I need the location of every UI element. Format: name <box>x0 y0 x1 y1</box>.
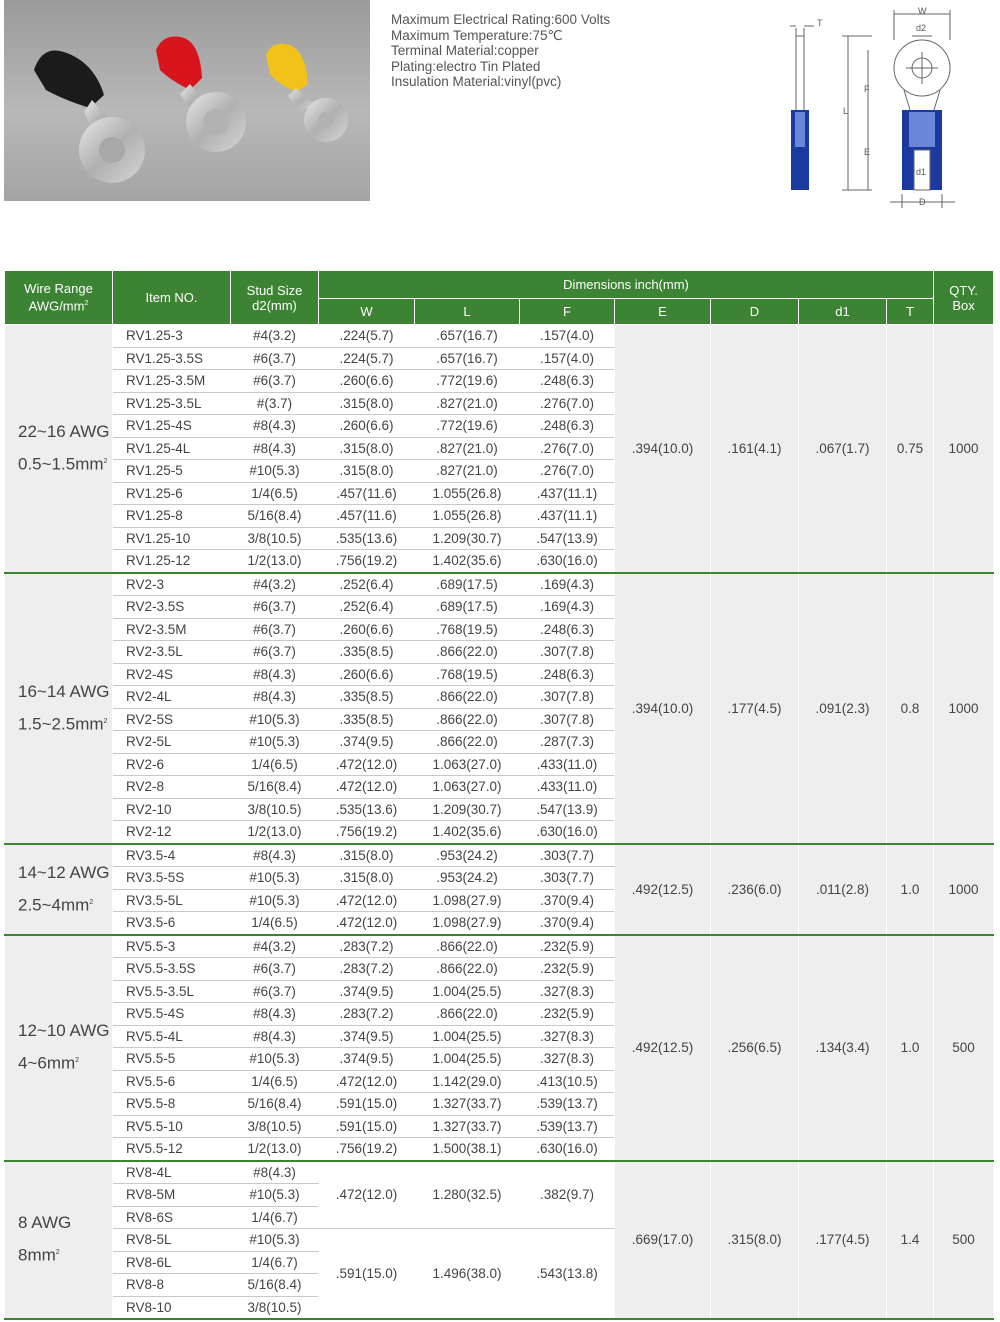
stud-size-cell: 1/4(6.7) <box>231 1251 319 1274</box>
item-no-cell: RV1.25-4L <box>113 437 231 460</box>
item-no-cell: RV2-3 <box>113 573 231 596</box>
w-cell: .472(12.0) <box>319 753 415 776</box>
stud-size-cell: #8(4.3) <box>231 844 319 867</box>
w-cell: .260(6.6) <box>319 370 415 393</box>
stud-size-cell: #6(3.7) <box>231 370 319 393</box>
label-f: F <box>864 84 870 94</box>
w-cell: .591(15.0) <box>319 1229 415 1320</box>
header-d1: d1 <box>799 299 887 325</box>
f-cell: .248(6.3) <box>520 415 615 438</box>
l-cell: .866(22.0) <box>415 731 520 754</box>
stud-size-cell: #10(5.3) <box>231 1184 319 1207</box>
f-cell: .630(16.0) <box>520 1138 615 1161</box>
w-cell: .335(8.5) <box>319 708 415 731</box>
specifications <box>391 12 610 90</box>
item-no-cell: RV8-5L <box>113 1229 231 1252</box>
item-no-cell: RV8-10 <box>113 1296 231 1319</box>
stud-size-cell: #4(3.2) <box>231 325 319 348</box>
header-l: L <box>415 299 520 325</box>
item-no-cell: RV1.25-6 <box>113 482 231 505</box>
f-cell: .169(4.3) <box>520 573 615 596</box>
l-cell: .866(22.0) <box>415 686 520 709</box>
f-cell: .370(9.4) <box>520 912 615 935</box>
wire-range-cell: 8 AWG $8mm^2$ <box>5 1161 113 1320</box>
qty-cell: 1000 <box>934 573 994 844</box>
w-cell: .335(8.5) <box>319 686 415 709</box>
awg-text: 14~12 AWG <box>18 862 110 882</box>
header-f: F <box>520 299 615 325</box>
l-cell: .657(16.7) <box>415 325 520 348</box>
w-cell: .260(6.6) <box>319 663 415 686</box>
stud-size-cell: #8(4.3) <box>231 415 319 438</box>
f-cell: .413(10.5) <box>520 1070 615 1093</box>
l-cell: .827(21.0) <box>415 460 520 483</box>
f-cell: .327(8.3) <box>520 1025 615 1048</box>
item-no-cell: RV5.5-12 <box>113 1138 231 1161</box>
w-cell: .315(8.0) <box>319 844 415 867</box>
w-cell: .283(7.2) <box>319 958 415 981</box>
f-cell: .232(5.9) <box>520 935 615 958</box>
f-cell: .303(7.7) <box>520 844 615 867</box>
stud-size-cell: #10(5.3) <box>231 460 319 483</box>
l-cell: .827(21.0) <box>415 392 520 415</box>
f-cell: .307(7.8) <box>520 686 615 709</box>
f-cell: .539(13.7) <box>520 1115 615 1138</box>
stud-size-cell: 1/4(6.5) <box>231 482 319 505</box>
header-t: T <box>887 299 934 325</box>
w-cell: .224(5.7) <box>319 347 415 370</box>
f-cell: .437(11.1) <box>520 482 615 505</box>
l-cell: .689(17.5) <box>415 596 520 619</box>
w-cell: .472(12.0) <box>319 1161 415 1229</box>
w-cell: .457(11.6) <box>319 505 415 528</box>
l-cell: .772(19.6) <box>415 415 520 438</box>
f-cell: .169(4.3) <box>520 596 615 619</box>
l-cell: 1.500(38.1) <box>415 1138 520 1161</box>
table-row <box>5 325 994 348</box>
item-no-cell: RV2-5S <box>113 708 231 731</box>
w-cell: .591(15.0) <box>319 1093 415 1116</box>
item-no-cell: RV5.5-4L <box>113 1025 231 1048</box>
stud-size-cell: #4(3.2) <box>231 573 319 596</box>
stud-size-cell: #8(4.3) <box>231 686 319 709</box>
w-cell: .374(9.5) <box>319 731 415 754</box>
f-cell: .232(5.9) <box>520 958 615 981</box>
f-cell: .437(11.1) <box>520 505 615 528</box>
header-stud-size <box>231 271 319 325</box>
w-cell: .472(12.0) <box>319 776 415 799</box>
item-no-cell: RV5.5-6 <box>113 1070 231 1093</box>
table-row <box>5 935 994 958</box>
w-cell: .374(9.5) <box>319 1048 415 1071</box>
spec-insulation: Insulation Material:vinyl(pvc) <box>391 74 562 90</box>
w-cell: .457(11.6) <box>319 482 415 505</box>
l-cell: .827(21.0) <box>415 437 520 460</box>
t-cell: 1.0 <box>887 844 934 935</box>
mm-text: 4~6mm <box>18 1053 76 1073</box>
stud-size-cell: #6(3.7) <box>231 641 319 664</box>
wire-range-cell: 22~16 AWG $0.5\sim 1.5mm^2$ <box>5 325 113 573</box>
stud-size-cell: #(3.7) <box>231 392 319 415</box>
item-no-cell: RV8-4L <box>113 1161 231 1184</box>
item-no-cell: RV8-8 <box>113 1274 231 1297</box>
stud-size-cell: #10(5.3) <box>231 1048 319 1071</box>
header-wire-range: Wire Range AWG/$mm^2$ <box>5 271 113 325</box>
d-cell: .256(6.5) <box>711 935 799 1161</box>
awg-text: 12~10 AWG <box>18 1021 110 1041</box>
l-cell: .768(19.5) <box>415 663 520 686</box>
product-photo <box>4 0 370 201</box>
stud-size-cell: #10(5.3) <box>231 731 319 754</box>
stud-size-cell: 5/16(8.4) <box>231 1274 319 1297</box>
l-cell: 1.280(32.5) <box>415 1161 520 1229</box>
f-cell: .547(13.9) <box>520 527 615 550</box>
w-cell: .335(8.5) <box>319 641 415 664</box>
w-cell: .591(15.0) <box>319 1115 415 1138</box>
l-cell: 1.402(35.6) <box>415 821 520 844</box>
awg-text: 8 AWG <box>18 1213 72 1233</box>
item-no-cell: RV3.5-5S <box>113 867 231 890</box>
f-cell: .547(13.9) <box>520 798 615 821</box>
f-cell: .543(13.8) <box>520 1229 615 1320</box>
t-cell: 0.75 <box>887 325 934 573</box>
item-no-cell: RV1.25-12 <box>113 550 231 573</box>
l-cell: 1.327(33.7) <box>415 1115 520 1138</box>
stud-size-cell: #6(3.7) <box>231 618 319 641</box>
w-cell: .374(9.5) <box>319 1025 415 1048</box>
f-cell: .327(8.3) <box>520 980 615 1003</box>
stud-size-cell: 3/8(10.5) <box>231 798 319 821</box>
spec-rating: Maximum Electrical Rating:600 Volts <box>391 12 611 27</box>
item-no-cell: RV3.5-5L <box>113 889 231 912</box>
f-cell: .287(7.3) <box>520 731 615 754</box>
wire-range-cell: 16~14 AWG $1.5\sim 2.5mm^2$ <box>5 573 113 844</box>
l-cell: 1.063(27.0) <box>415 776 520 799</box>
table-row <box>5 844 994 867</box>
w-cell: .260(6.6) <box>319 618 415 641</box>
item-no-cell: RV2-12 <box>113 821 231 844</box>
label-e: E <box>864 147 871 157</box>
l-cell: 1.063(27.0) <box>415 753 520 776</box>
stud-size-cell: #6(3.7) <box>231 958 319 981</box>
f-cell: .276(7.0) <box>520 437 615 460</box>
t-cell: 0.8 <box>887 573 934 844</box>
f-cell: .433(11.0) <box>520 776 615 799</box>
f-cell: .157(4.0) <box>520 347 615 370</box>
qty-cell: 1000 <box>934 325 994 573</box>
header-d: D <box>711 299 799 325</box>
l-cell: .657(16.7) <box>415 347 520 370</box>
mm-text: 2.5~4mm <box>18 895 90 915</box>
stud-size-cell: #6(3.7) <box>231 347 319 370</box>
header-qty <box>934 271 994 325</box>
w-cell: .283(7.2) <box>319 1003 415 1026</box>
w-cell: .252(6.4) <box>319 596 415 619</box>
e-cell: .394(10.0) <box>615 573 711 844</box>
item-no-cell: RV8-6S <box>113 1206 231 1229</box>
stud-size-cell: 1/4(6.5) <box>231 753 319 776</box>
l-cell: .866(22.0) <box>415 958 520 981</box>
e-cell: .394(10.0) <box>615 325 711 573</box>
label-l: L <box>843 106 849 116</box>
d1-cell: .134(3.4) <box>799 935 887 1161</box>
header-stud-unit-text: d2(mm) <box>252 297 297 313</box>
t-cell: 1.4 <box>887 1161 934 1320</box>
stud-size-cell: #10(5.3) <box>231 708 319 731</box>
spec-plating: Plating:electro Tin Plated <box>391 58 541 74</box>
d-cell: .177(4.5) <box>711 573 799 844</box>
f-cell: .539(13.7) <box>520 1093 615 1116</box>
w-cell: .756(19.2) <box>319 550 415 573</box>
f-cell: .276(7.0) <box>520 392 615 415</box>
w-cell: .472(12.0) <box>319 1070 415 1093</box>
stud-size-cell: 3/8(10.5) <box>231 527 319 550</box>
w-cell: .315(8.0) <box>319 867 415 890</box>
label-d: D <box>919 197 926 207</box>
d1-cell: .011(2.8) <box>799 844 887 935</box>
header-w: W <box>319 299 415 325</box>
w-cell: .374(9.5) <box>319 980 415 1003</box>
header-box-text: Box <box>952 297 975 313</box>
l-cell: .772(19.6) <box>415 370 520 393</box>
l-cell: 1.055(26.8) <box>415 482 520 505</box>
l-cell: .689(17.5) <box>415 573 520 596</box>
stud-size-cell: #8(4.3) <box>231 663 319 686</box>
w-cell: .224(5.7) <box>319 325 415 348</box>
l-cell: .866(22.0) <box>415 708 520 731</box>
l-cell: 1.402(35.6) <box>415 550 520 573</box>
item-no-cell: RV1.25-10 <box>113 527 231 550</box>
header-qty-text: QTY. <box>949 282 978 298</box>
stud-size-cell: #10(5.3) <box>231 1229 319 1252</box>
l-cell: 1.004(25.5) <box>415 1048 520 1071</box>
item-no-cell: RV3.5-4 <box>113 844 231 867</box>
dimension-diagram <box>770 4 1000 214</box>
stud-size-cell: #8(4.3) <box>231 1025 319 1048</box>
item-no-cell: RV2-4L <box>113 686 231 709</box>
table-row <box>5 573 994 596</box>
f-cell: .248(6.3) <box>520 663 615 686</box>
w-cell: .283(7.2) <box>319 935 415 958</box>
item-no-cell: RV3.5-6 <box>113 912 231 935</box>
qty-cell: 500 <box>934 935 994 1161</box>
side-sleeve <box>795 112 805 147</box>
d-cell: .236(6.0) <box>711 844 799 935</box>
f-cell: .276(7.0) <box>520 460 615 483</box>
header-e: E <box>615 299 711 325</box>
f-cell: .370(9.4) <box>520 889 615 912</box>
spec-temperature: Maximum Temperature:75℃ <box>391 27 563 43</box>
d1-cell: .177(4.5) <box>799 1161 887 1320</box>
l-cell: .953(24.2) <box>415 844 520 867</box>
l-cell: 1.327(33.7) <box>415 1093 520 1116</box>
l-cell: 1.055(26.8) <box>415 505 520 528</box>
f-cell: .307(7.8) <box>520 641 615 664</box>
f-cell: .157(4.0) <box>520 325 615 348</box>
qty-cell: 1000 <box>934 844 994 935</box>
label-t: T <box>817 18 823 28</box>
spec-table <box>4 270 994 1320</box>
stud-size-cell: 1/4(6.5) <box>231 1070 319 1093</box>
l-cell: 1.098(27.9) <box>415 912 520 935</box>
qty-cell: 500 <box>934 1161 994 1320</box>
f-cell: .248(6.3) <box>520 370 615 393</box>
l-cell: 1.098(27.9) <box>415 889 520 912</box>
f-cell: .327(8.3) <box>520 1048 615 1071</box>
w-cell: .315(8.0) <box>319 392 415 415</box>
header-awg-text: AWG/mm <box>28 298 85 314</box>
stud-size-cell: 5/16(8.4) <box>231 505 319 528</box>
label-d1: d1 <box>916 167 927 177</box>
item-no-cell: RV5.5-3 <box>113 935 231 958</box>
table-row <box>5 1161 994 1184</box>
item-no-cell: RV2-8 <box>113 776 231 799</box>
front-sleeve <box>909 112 935 147</box>
item-no-cell: RV2-3.5L <box>113 641 231 664</box>
wire-range-cell: 14~12 AWG $2.5\sim 4mm^2$ <box>5 844 113 935</box>
d-cell: .315(8.0) <box>711 1161 799 1320</box>
stud-size-cell: 1/2(13.0) <box>231 821 319 844</box>
l-cell: .768(19.5) <box>415 618 520 641</box>
w-cell: .315(8.0) <box>319 460 415 483</box>
header-dimensions: Dimensions inch(mm) <box>319 271 934 299</box>
l-cell: 1.209(30.7) <box>415 527 520 550</box>
f-cell: .630(16.0) <box>520 821 615 844</box>
stud-size-cell: 5/16(8.4) <box>231 1093 319 1116</box>
f-cell: .248(6.3) <box>520 618 615 641</box>
stud-size-cell: 5/16(8.4) <box>231 776 319 799</box>
w-cell: .252(6.4) <box>319 573 415 596</box>
item-no-cell: RV1.25-8 <box>113 505 231 528</box>
side-view <box>790 26 814 112</box>
stud-size-cell: #6(3.7) <box>231 980 319 1003</box>
l-cell: 1.004(25.5) <box>415 980 520 1003</box>
d-cell: .161(4.1) <box>711 325 799 573</box>
awg-text: 22~16 AWG <box>18 421 110 441</box>
f-cell: .232(5.9) <box>520 1003 615 1026</box>
item-no-cell: RV1.25-3 <box>113 325 231 348</box>
header-item-no: Item NO. <box>113 271 231 325</box>
w-cell: .535(13.6) <box>319 798 415 821</box>
l-cell: 1.142(29.0) <box>415 1070 520 1093</box>
item-no-cell: RV5.5-5 <box>113 1048 231 1071</box>
awg-text: 16~14 AWG <box>18 681 110 701</box>
w-cell: .535(13.6) <box>319 527 415 550</box>
label-d2: d2 <box>916 23 927 33</box>
d1-cell: .067(1.7) <box>799 325 887 573</box>
item-no-cell: RV2-3.5M <box>113 618 231 641</box>
l-cell: 1.496(38.0) <box>415 1229 520 1320</box>
stud-size-cell: #8(4.3) <box>231 1003 319 1026</box>
t-cell: 1.0 <box>887 935 934 1161</box>
f-cell: .433(11.0) <box>520 753 615 776</box>
l-cell: 1.209(30.7) <box>415 798 520 821</box>
e-cell: .492(12.5) <box>615 844 711 935</box>
e-cell: .669(17.0) <box>615 1161 711 1320</box>
f-cell: .382(9.7) <box>520 1161 615 1229</box>
w-cell: .472(12.0) <box>319 912 415 935</box>
w-cell: .260(6.6) <box>319 415 415 438</box>
item-no-cell: RV5.5-10 <box>113 1115 231 1138</box>
item-no-cell: RV2-6 <box>113 753 231 776</box>
stud-size-cell: #8(4.3) <box>231 437 319 460</box>
f-cell: .307(7.8) <box>520 708 615 731</box>
item-no-cell: RV5.5-8 <box>113 1093 231 1116</box>
table-body <box>5 325 994 1320</box>
stud-size-cell: #4(3.2) <box>231 935 319 958</box>
stud-size-cell: #10(5.3) <box>231 867 319 890</box>
stud-size-cell: 1/4(6.5) <box>231 912 319 935</box>
w-cell: .756(19.2) <box>319 1138 415 1161</box>
stud-size-cell: 3/8(10.5) <box>231 1115 319 1138</box>
f-cell: .630(16.0) <box>520 550 615 573</box>
l-cell: .866(22.0) <box>415 1003 520 1026</box>
l-cell: 1.004(25.5) <box>415 1025 520 1048</box>
header-stud-size-text: Stud Size <box>246 282 303 298</box>
item-no-cell: RV8-6L <box>113 1251 231 1274</box>
w-cell: .472(12.0) <box>319 889 415 912</box>
d1-cell: .091(2.3) <box>799 573 887 844</box>
l-cell: .953(24.2) <box>415 867 520 890</box>
item-no-cell: RV1.25-3.5M <box>113 370 231 393</box>
l-cell: .866(22.0) <box>415 935 520 958</box>
item-no-cell: RV5.5-3.5S <box>113 958 231 981</box>
item-no-cell: RV2-3.5S <box>113 596 231 619</box>
item-no-cell: RV1.25-3.5L <box>113 392 231 415</box>
item-no-cell: RV1.25-3.5S <box>113 347 231 370</box>
stud-size-cell: 1/4(6.7) <box>231 1206 319 1229</box>
mm-text: 0.5~1.5mm <box>18 454 104 474</box>
e-cell: .492(12.5) <box>615 935 711 1161</box>
item-no-cell: RV5.5-4S <box>113 1003 231 1026</box>
item-no-cell: RV5.5-3.5L <box>113 980 231 1003</box>
mm-text: 8mm <box>18 1246 56 1266</box>
header-wire-range-text: Wire Range <box>24 281 93 297</box>
l-cell: .866(22.0) <box>415 641 520 664</box>
wire-range-cell: 12~10 AWG $4\sim 6mm^2$ <box>5 935 113 1161</box>
item-no-cell: RV8-5M <box>113 1184 231 1207</box>
item-no-cell: RV1.25-5 <box>113 460 231 483</box>
table-header <box>5 271 994 325</box>
mm-text: 1.5~2.5mm <box>18 714 104 734</box>
label-w: W <box>918 6 927 16</box>
stud-size-cell: 3/8(10.5) <box>231 1296 319 1319</box>
w-cell: .315(8.0) <box>319 437 415 460</box>
stud-size-cell: #8(4.3) <box>231 1161 319 1184</box>
item-no-cell: RV1.25-4S <box>113 415 231 438</box>
f-cell: .303(7.7) <box>520 867 615 890</box>
stud-size-cell: #6(3.7) <box>231 596 319 619</box>
w-cell: .756(19.2) <box>319 821 415 844</box>
item-no-cell: RV2-10 <box>113 798 231 821</box>
stud-size-cell: #10(5.3) <box>231 889 319 912</box>
stud-size-cell: 1/2(13.0) <box>231 1138 319 1161</box>
item-no-cell: RV2-4S <box>113 663 231 686</box>
item-no-cell: RV2-5L <box>113 731 231 754</box>
stud-size-cell: 1/2(13.0) <box>231 550 319 573</box>
spec-material: Terminal Material:copper <box>391 43 539 59</box>
